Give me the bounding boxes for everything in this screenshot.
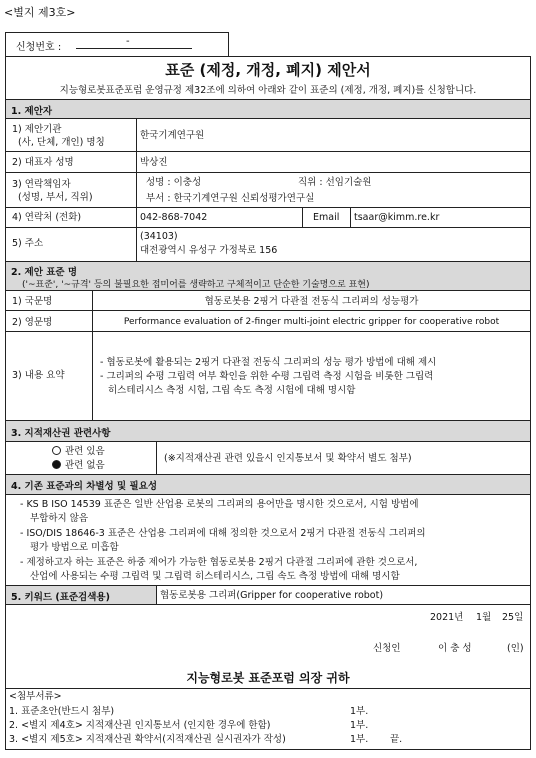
address-zip: (34103) bbox=[140, 231, 178, 242]
section-2-note: ('~표준', '~규격' 등의 불필요한 접미어를 생략하고 구체적이고 단순한 기술명으로 표현) bbox=[22, 280, 370, 290]
ip-option-no-label: 관련 없음 bbox=[65, 460, 105, 471]
column-divider bbox=[156, 585, 157, 604]
divider bbox=[5, 290, 531, 291]
document-title: 표준 (제정, 개정, 폐지) 제안서 bbox=[165, 61, 371, 79]
contact-name: 성명 : 이충성 bbox=[146, 177, 202, 188]
english-name-label: 2) 영문명 bbox=[12, 317, 53, 328]
ip-option-no[interactable] bbox=[52, 459, 105, 472]
section-2-title: 2. 제안 표준 명 bbox=[11, 267, 78, 278]
end-mark: 끝. bbox=[390, 734, 403, 745]
radio-filled-icon bbox=[52, 460, 61, 469]
attachments-header: <첨부서류> bbox=[9, 691, 62, 702]
diff-line-1b: 부합하지 않음 bbox=[30, 513, 89, 524]
email-label: Email bbox=[313, 212, 340, 223]
contact-label-1: 3) 연락책임자 bbox=[12, 179, 71, 190]
attachment-count: 1부. bbox=[350, 734, 369, 745]
sign-month: 1월 bbox=[476, 612, 492, 623]
phone-label: 4) 연락처 (전화) bbox=[12, 212, 82, 223]
radio-empty-icon bbox=[52, 446, 61, 455]
address-value: 대전광역시 유성구 가정북로 156 bbox=[140, 245, 278, 256]
divider bbox=[5, 207, 531, 208]
section-5-title: 5. 키워드 (표준검색용) bbox=[11, 592, 110, 603]
applicant-label: 신청인 bbox=[373, 643, 401, 654]
applicant-number-label: 신청번호 : bbox=[16, 42, 62, 53]
attachment-count: 1부. bbox=[350, 720, 369, 731]
column-divider bbox=[156, 441, 157, 474]
column-divider bbox=[302, 207, 303, 227]
korean-name-label: 1) 국문명 bbox=[12, 296, 53, 307]
divider bbox=[5, 688, 531, 689]
section-1-title: 1. 제안자 bbox=[11, 106, 53, 117]
summary-line-3: 히스테리시스 측정 시험, 그립 속도 측정 시험에 대해 명시함 bbox=[108, 385, 356, 396]
divider bbox=[5, 441, 531, 442]
ip-option-yes[interactable] bbox=[52, 445, 105, 458]
summary-line-2: - 그리퍼의 수평 그립력 여부 확인을 위한 수평 그립력 측정 시험을 비롯한 그립력 bbox=[100, 371, 434, 382]
column-divider bbox=[350, 207, 351, 227]
english-name-value: Performance evaluation of 2-finger multi-joint electric gripper for cooperative robot bbox=[123, 317, 500, 327]
attachment-item: 3. <별지 제5호> 지적재산권 확약서(지적재산권 실시권자가 작성) bbox=[9, 734, 286, 745]
summary-line-1: - 협동로봇에 활용되는 2핑거 다관절 전동식 그리퍼의 성능 평가 방법에 대해 제시 bbox=[100, 357, 437, 368]
org-label-1: 1) 제안기관 bbox=[12, 124, 62, 135]
attachment-count: 1부. bbox=[350, 706, 369, 717]
email-value: tsaar@kimm.re.kr bbox=[354, 212, 440, 223]
diff-line-2b: 평가 방법으로 미흡함 bbox=[30, 542, 119, 553]
addressee: 지능형로봇 표준포럼 의장 귀하 bbox=[186, 671, 350, 685]
rep-value: 박상진 bbox=[140, 157, 168, 168]
diff-line-2: - ISO/DIS 18646-3 표준은 산업용 그리퍼에 대해 정의한 것으로서 2핑거 다관절 전동식 그리퍼의 bbox=[20, 528, 426, 539]
sign-year: 2021년 bbox=[430, 612, 464, 623]
divider bbox=[5, 310, 531, 311]
applicant-name: 이 충 성 bbox=[438, 643, 472, 654]
address-label: 5) 주소 bbox=[12, 238, 44, 249]
diff-line-3b: 산업에 사용되는 수평 그립력 및 그립력 히스테리시스, 그립 속도 측정 방법에 대해 명시함 bbox=[30, 571, 400, 582]
contact-label-2: (성명, 부서, 직위) bbox=[18, 192, 93, 203]
rep-label: 2) 대표자 성명 bbox=[12, 157, 74, 168]
org-value: 한국기계연구원 bbox=[140, 130, 205, 141]
phone-value: 042-868-7042 bbox=[140, 212, 208, 223]
summary-label: 3) 내용 요약 bbox=[12, 370, 65, 381]
attachment-item: 2. <별지 제4호> 지적재산권 인지통보서 (인지한 경우에 한함) bbox=[9, 720, 271, 731]
ip-note: (※지적재산권 관련 있을시 인지통보서 및 확약서 별도 첨부) bbox=[164, 453, 412, 464]
divider bbox=[5, 172, 531, 173]
section-1-header bbox=[6, 100, 530, 118]
contact-position: 직위 : 선임기술원 bbox=[298, 177, 372, 188]
column-divider bbox=[136, 118, 137, 262]
divider bbox=[5, 151, 531, 152]
divider bbox=[5, 331, 531, 332]
keyword-value: 협동로봇용 그리퍼(Gripper for cooperative robot) bbox=[160, 590, 384, 601]
document-subtitle: 지능형로봇표준포럼 운영규정 제32조에 의하여 아래와 같이 표준의 (제정, 개정, 폐지)를 신청합니다. bbox=[59, 85, 477, 96]
section-4-title: 4. 기존 표준과의 차별성 및 필요성 bbox=[11, 481, 158, 492]
seal-mark: (인) bbox=[507, 643, 524, 654]
form-number-label: <별지 제3호> bbox=[4, 6, 76, 19]
sign-day: 25일 bbox=[502, 612, 524, 623]
divider bbox=[5, 227, 531, 228]
divider bbox=[5, 604, 531, 605]
attachment-item: 1. 표준초안(반드시 첨부) bbox=[9, 706, 115, 717]
section-3-title: 3. 지적재산권 관련사항 bbox=[11, 428, 111, 439]
divider bbox=[5, 494, 531, 495]
diff-line-1: - KS B ISO 14539 표준은 일반 산업용 로봇의 그리퍼의 용어만을 명시한 것으로서, 시험 방법에 bbox=[20, 499, 419, 510]
org-label-2: (사, 단체, 개인) 명칭 bbox=[18, 137, 105, 148]
korean-name-value: 협동로봇용 2핑거 다관절 전동식 그리퍼의 성능평가 bbox=[204, 296, 419, 307]
applicant-number-field[interactable] bbox=[76, 48, 192, 49]
contact-dept: 부서 : 한국기계연구원 신뢰성평가연구실 bbox=[146, 193, 315, 204]
applicant-number-value: - bbox=[126, 36, 130, 47]
divider bbox=[5, 118, 531, 119]
diff-line-3: - 제정하고자 하는 표준은 하중 제어가 가능한 협동로봇용 2핑거 다관절 그리퍼에 관한 것으로서, bbox=[20, 557, 418, 568]
ip-option-yes-label: 관련 있음 bbox=[65, 446, 105, 457]
